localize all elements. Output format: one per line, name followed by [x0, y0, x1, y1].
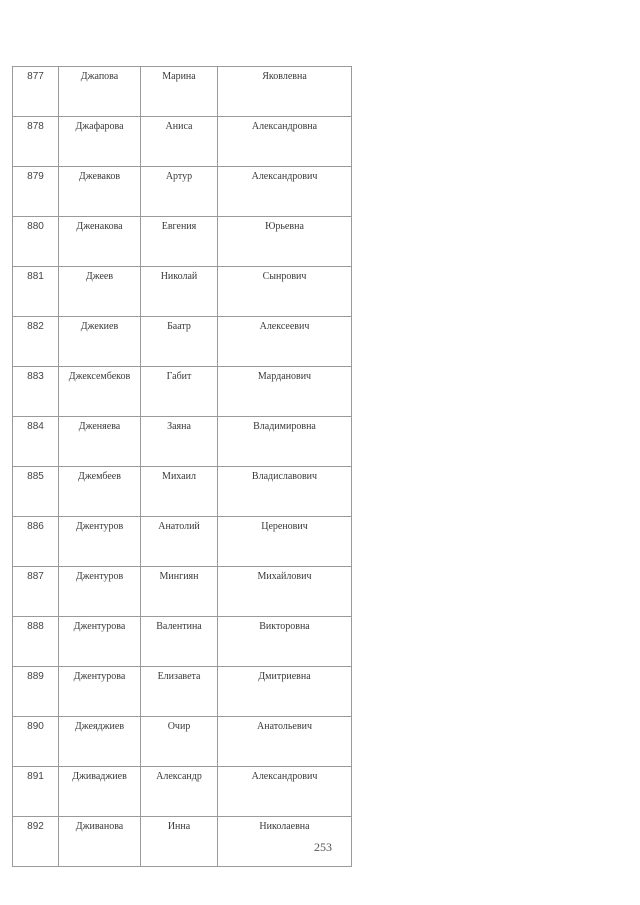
patronymic-cell: Анатольевич [218, 717, 352, 767]
page-number: 253 [314, 840, 332, 854]
first-name-cell: Инна [141, 817, 218, 867]
first-name-cell: Очир [141, 717, 218, 767]
table-row [13, 717, 352, 767]
row-number-cell: 881 [13, 267, 59, 317]
first-name-cell: Николай [141, 267, 218, 317]
row-number-cell: 884 [13, 417, 59, 467]
table-row [13, 817, 352, 867]
table-row [13, 417, 352, 467]
register-table-body [13, 67, 352, 867]
surname-cell: Джеваков [59, 167, 141, 217]
table-row [13, 267, 352, 317]
surname-cell: Джеев [59, 267, 141, 317]
first-name-cell: Аниса [141, 117, 218, 167]
first-name-cell: Михаил [141, 467, 218, 517]
table-row [13, 767, 352, 817]
row-number-cell: 878 [13, 117, 59, 167]
table-row [13, 167, 352, 217]
row-number-cell: 891 [13, 767, 59, 817]
patronymic-cell: Викторовна [218, 617, 352, 667]
row-number-cell: 882 [13, 317, 59, 367]
surname-cell: Джентуров [59, 567, 141, 617]
row-number-cell: 892 [13, 817, 59, 867]
row-number-cell: 890 [13, 717, 59, 767]
first-name-cell: Габит [141, 367, 218, 417]
patronymic-cell: Сынрович [218, 267, 352, 317]
register-table [12, 66, 352, 867]
surname-cell: Джентурова [59, 667, 141, 717]
first-name-cell: Анатолий [141, 517, 218, 567]
patronymic-cell: Владимировна [218, 417, 352, 467]
first-name-cell: Баатр [141, 317, 218, 367]
table-row [13, 467, 352, 517]
table-row [13, 517, 352, 567]
row-number-cell: 877 [13, 67, 59, 117]
row-number-cell: 879 [13, 167, 59, 217]
table-row [13, 217, 352, 267]
row-number-cell: 887 [13, 567, 59, 617]
patronymic-cell: Николаевна [218, 817, 352, 867]
row-number-cell: 889 [13, 667, 59, 717]
surname-cell: Дженакова [59, 217, 141, 267]
table-row [13, 617, 352, 667]
first-name-cell: Заяна [141, 417, 218, 467]
table-row [13, 567, 352, 617]
table-row [13, 667, 352, 717]
row-number-cell: 888 [13, 617, 59, 667]
surname-cell: Дживаджиев [59, 767, 141, 817]
surname-cell: Джекиев [59, 317, 141, 367]
surname-cell: Джембеев [59, 467, 141, 517]
patronymic-cell: Дмитриевна [218, 667, 352, 717]
surname-cell: Джентуров [59, 517, 141, 567]
patronymic-cell: Алексеевич [218, 317, 352, 367]
surname-cell: Джексембеков [59, 367, 141, 417]
row-number-cell: 880 [13, 217, 59, 267]
table-row [13, 367, 352, 417]
table-row [13, 67, 352, 117]
row-number-cell: 886 [13, 517, 59, 567]
patronymic-cell: Михайлович [218, 567, 352, 617]
row-number-cell: 883 [13, 367, 59, 417]
first-name-cell: Мингиян [141, 567, 218, 617]
surname-cell: Джапова [59, 67, 141, 117]
surname-cell: Джафарова [59, 117, 141, 167]
surname-cell: Джентурова [59, 617, 141, 667]
first-name-cell: Артур [141, 167, 218, 217]
first-name-cell: Александр [141, 767, 218, 817]
table-row [13, 317, 352, 367]
surname-cell: Дженяева [59, 417, 141, 467]
patronymic-cell: Церенович [218, 517, 352, 567]
patronymic-cell: Яковлевна [218, 67, 352, 117]
patronymic-cell: Юрьевна [218, 217, 352, 267]
row-number-cell: 885 [13, 467, 59, 517]
patronymic-cell: Александровна [218, 117, 352, 167]
patronymic-cell: Владиславович [218, 467, 352, 517]
surname-cell: Дживанова [59, 817, 141, 867]
table-row [13, 117, 352, 167]
patronymic-cell: Александрович [218, 167, 352, 217]
first-name-cell: Евгения [141, 217, 218, 267]
first-name-cell: Елизавета [141, 667, 218, 717]
first-name-cell: Марина [141, 67, 218, 117]
patronymic-cell: Александрович [218, 767, 352, 817]
first-name-cell: Валентина [141, 617, 218, 667]
patronymic-cell: Марданович [218, 367, 352, 417]
surname-cell: Джеяджиев [59, 717, 141, 767]
